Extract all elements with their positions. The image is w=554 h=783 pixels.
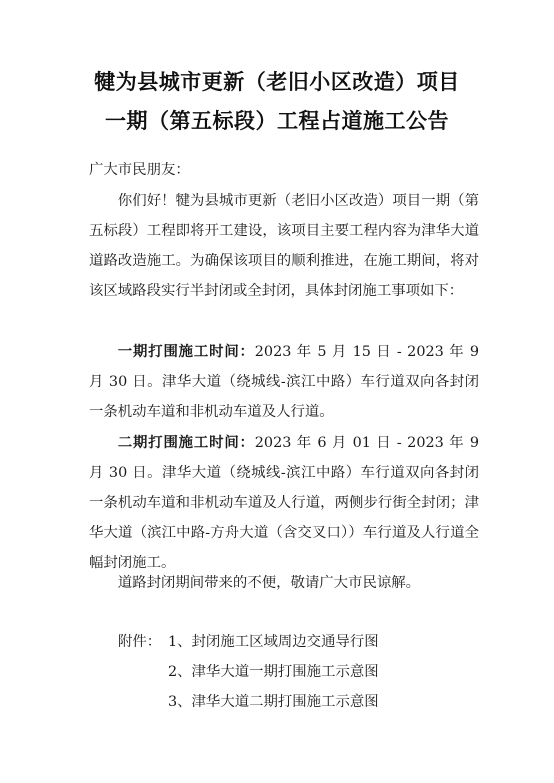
phase-2-label: 二期打围施工时间： xyxy=(117,434,255,451)
attachments-label: 附件： xyxy=(118,634,162,650)
notice-title-line-1: 犍为县城市更新（老旧小区改造）项目 xyxy=(94,70,460,94)
attachment-item xyxy=(118,627,379,657)
intro-paragraph: 你们好！犍为县城市更新（老旧小区改造）项目一期（第五标段）工程即将开工建设，该项目主要工程内容为津华大道道路改造施工。为确保该项目的顺利推进，在施工期间，将对该区域路段实行半封闭或全封闭，具体封闭施工事项如下： xyxy=(89,193,479,299)
attachment-item-text: 3、津华大道二期打围施工示意图 xyxy=(168,694,379,710)
phase-1-paragraph xyxy=(89,337,479,427)
phase-2-paragraph xyxy=(89,428,479,578)
attachments-list xyxy=(118,627,379,717)
attachment-item-text: 1、封闭施工区域周边交通导行图 xyxy=(168,634,379,650)
attachment-item xyxy=(118,657,379,687)
phase-1-text: 2023 年 5 月 15 日 - 2023 年 9 月 30 日。津华大道（绕城线-滨江中路）车行道双向各封闭一条机动车道和非机动车道及人行道。 xyxy=(89,344,479,420)
notice-title-line-2: 一期（第五标段）工程占道施工公告 xyxy=(105,109,449,133)
phase-1-label: 一期打围施工时间： xyxy=(117,343,255,360)
closing-paragraph: 道路封闭期间带来的不便，敬请广大市民谅解。 xyxy=(117,575,421,591)
greeting: 广大市民朋友： xyxy=(89,162,190,178)
attachment-item xyxy=(118,687,379,717)
attachment-item-text: 2、津华大道一期打围施工示意图 xyxy=(168,664,379,680)
phase-2-text: 2023 年 6 月 01 日 - 2023 年 9 月 30 日。津华大道（绕城线-滨江中路）车行道双向各封闭一条机动车道和非机动车道及人行道，两侧步行街全封闭；津华大道（滨江中路-方舟大道（含交叉口））车行道及人行道全幅封闭施工。 xyxy=(89,435,479,571)
